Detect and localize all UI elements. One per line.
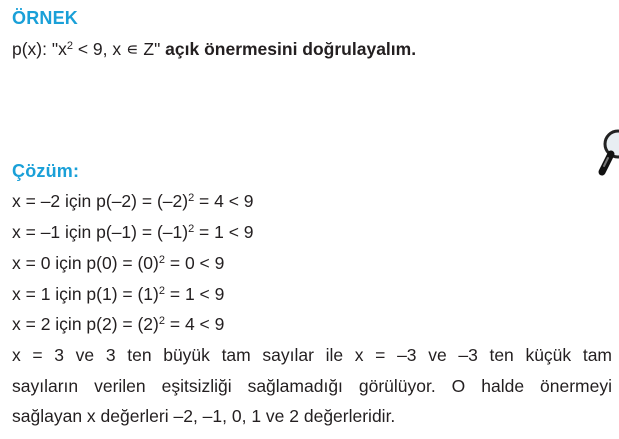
magnifier-icon xyxy=(594,128,619,184)
statement-prefix: p(x): "x xyxy=(12,39,67,59)
solution-heading: Çözüm: xyxy=(12,161,80,181)
solution-line-3: x = 0 için $p(0) = (0)^2 = 0 < 9$ xyxy=(12,253,225,273)
statement-bold-tail: açık önermesini doğrulayalım. xyxy=(165,39,417,59)
example-heading: ÖRNEK xyxy=(12,8,79,28)
statement-rest: < 9, x ∊ Z" xyxy=(72,39,166,59)
conclusion-line-2: sayıların verilen eşitsizliği sağlamadığı görülüyor. O halde önermeyi xyxy=(12,376,612,396)
solution-line-1: x = –2 için $p(-2) = (-2)^2 = 4 < 9$ xyxy=(12,191,254,211)
conclusion-line-1: x = 3 ve 3 ten büyük tam sayılar ile x = –3 ve –3 ten küçük tam xyxy=(12,345,612,365)
statement-exponent: 2 xyxy=(66,40,73,52)
example-statement xyxy=(12,39,416,60)
solution-line-5: x = 2 için $p(2) = (2)^2 = 4 < 9$ xyxy=(12,314,225,334)
conclusion-line-3: sağlayan x değerleri –2, –1, 0, 1 ve 2 değerleridir. xyxy=(12,406,396,426)
solution-line-4: x = 1 için $p(1) = (1)^2 = 1 < 9$ xyxy=(12,284,225,304)
solution-line-2: x = –1 için $p(-1) = (-1)^2 = 1 < 9$ xyxy=(12,222,254,242)
